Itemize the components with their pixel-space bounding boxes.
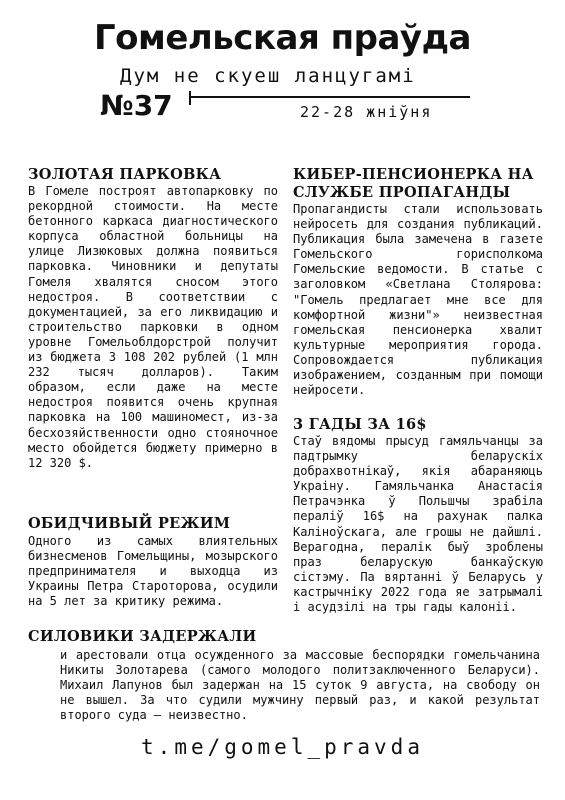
article-heading-regime: ОБИДЧИВЫЙ РЕЖИМ [28, 515, 231, 532]
newspaper-title: Гомельская праўда [94, 18, 471, 58]
article-body-regime: Одного из самых влиятельных бизнесменов Гомельщины, мозырского предпринимателя и выходца из Украины Петра Староторова, осудили на 5 лет за критику режима. [28, 534, 278, 609]
article-body-detained: и арестовали отца осужденного за массовые беспорядки гомельчанина Никиты Золотарева (самого молодого политзаключенного Беларуси). Михаил Лапунов был задержан на 15 суток 9 августа, на свободу он не вышел. За что судили мужчину первый раз, и какой результат второго суда — неизвестно. [60, 648, 540, 723]
article-body-cyber: Пропагандисты стали использовать нейросеть для создания публикаций. Публикация была замечена в газете Гомельского горисполкома Гомельские ведомости. В статье с заголовком «Светлана Столярова: "Гомель предлагает мне все для комфортной жизни"» неизвестная гомельская пенсионерка хвалит культурные мероприятия города. Сопровождается публикация изображением, созданным при помощи нейросети. [293, 202, 543, 398]
article-body-years: Стаў вядомы прысуд гамяльчанцы за падтрымку беларускіх добрахвотнікаў, якія абараняюць Украіну. Гамяльчанка Анастасія Петрачэнка ў Польшчы зрабіла пераліў 16$ на рахунак палка Каліноўскага, але грошы не дайшлі. Верагодна, пералік быў зроблены праз беларускую банкаўскую сістэму. Па вяртанні ў Беларусь у кастрычніку 2022 года яе затрымалі і асудзілі на тры гады калоніі. [293, 434, 543, 615]
newspaper-slogan: Дум не скуеш ланцугамі [120, 65, 416, 87]
article-heading-parking: ЗОЛОТАЯ ПАРКОВКА [28, 166, 222, 183]
article-heading-cyber: КИБЕР-ПЕНСИОНЕРКА НА СЛУЖБЕ ПРОПАГАНДЫ [293, 166, 534, 201]
masthead-divider [190, 96, 470, 98]
telegram-link[interactable]: t.me/gomel_pravda [141, 735, 424, 759]
article-body-parking: В Гомеле построят автопарковку по рекордной стоимости. На месте бетонного каркаса диагностического корпуса областной больницы на улице Лизюковых должна появиться парковка. Чиновники и депутаты Гомеля хвалятся сносом этого недостроя. В соответствии с документацией, за его ликвидацию и строительство парковки в одном уровне Гомельоблдорстрой получит из бюджета 3 108 202 рублей (1 млн 232 тысяч долларов). Таким образом, если даже на месте недостроя появится очень крупная парковка на 100 машиномест, из-за бесхозяйственности одно стояночное место обойдется бюджету примерно в 12 320 $. [28, 184, 278, 470]
issue-date: 22-28 жніўня [300, 103, 433, 121]
article-heading-years: 3 ГАДЫ ЗА 16$ [293, 416, 427, 433]
issue-number: №37 [100, 89, 173, 122]
article-heading-detained: СИЛОВИКИ ЗАДЕРЖАЛИ [28, 628, 257, 645]
